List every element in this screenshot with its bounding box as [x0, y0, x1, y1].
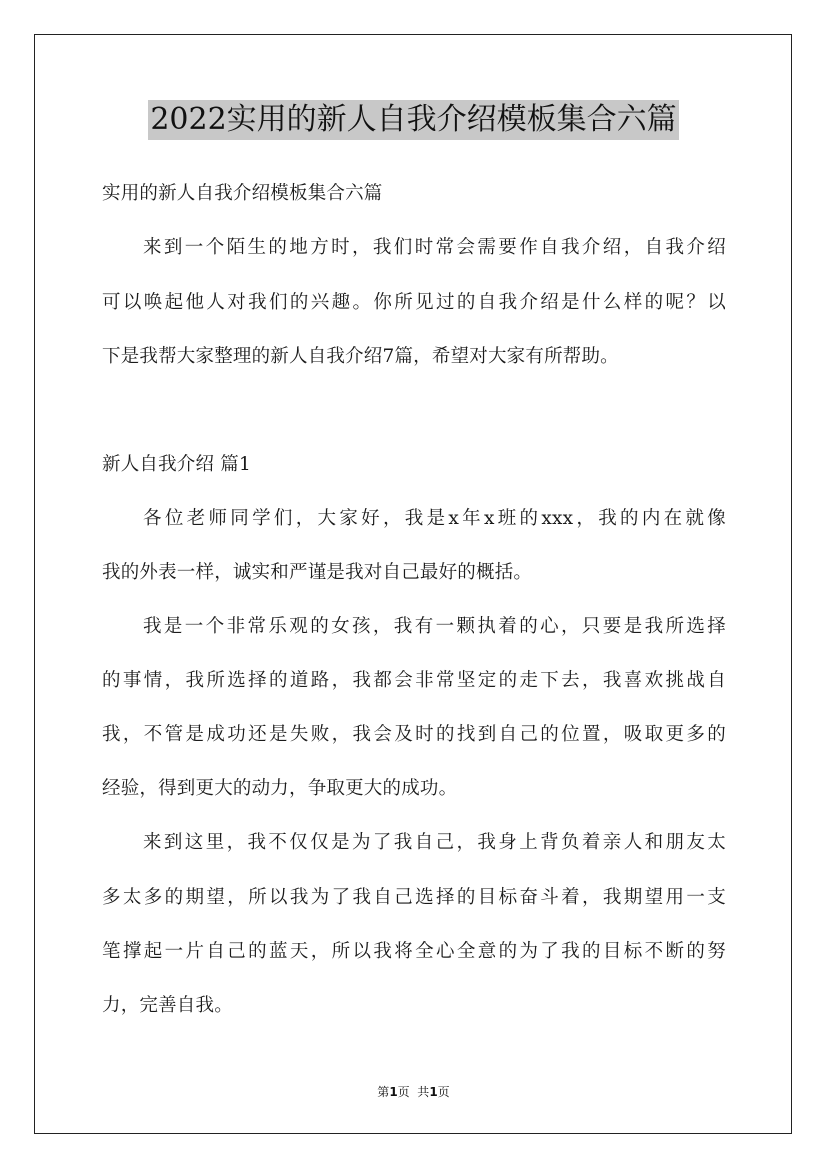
para1-line-1: 各位老师同学们，大家好，我是x年x班的xxx，我的内在就像 [143, 508, 726, 529]
document-title-wrap [0, 100, 827, 140]
intro-line-3: 下是我帮大家整理的新人自我介绍7篇，希望对大家有所帮助。 [102, 346, 619, 367]
para2-line-1: 我是一个非常乐观的女孩，我有一颗执着的心，只要是我所选择 [143, 616, 726, 637]
document-title: 2022实用的新人自我介绍模板集合六篇 [148, 100, 678, 140]
para3-line-1: 来到这里，我不仅仅是为了我自己，我身上背负着亲人和朋友太 [143, 832, 726, 853]
para2-line-3: 我，不管是成功还是失败，我会及时的找到自己的位置，吸取更多的 [102, 724, 726, 745]
footer-mid: 页 共 [397, 1085, 430, 1099]
para3-line-4: 力，完善自我。 [102, 995, 233, 1016]
footer-page-total: 1 [429, 1085, 438, 1099]
footer-suffix: 页 [437, 1085, 450, 1099]
intro-line-2: 可以唤起他人对我们的兴趣。你所见过的自我介绍是什么样的呢？以 [102, 292, 726, 313]
footer-prefix: 第 [377, 1085, 390, 1099]
intro-line-1: 来到一个陌生的地方时，我们时常会需要作自我介绍，自我介绍 [143, 237, 726, 258]
section-heading: 新人自我介绍 篇1 [102, 454, 251, 475]
para3-line-2: 多太多的期望，所以我为了我自己选择的目标奋斗着，我期望用一支 [102, 887, 726, 908]
footer-page-number: 1 [389, 1085, 398, 1099]
page-footer [0, 1083, 827, 1100]
document-subtitle: 实用的新人自我介绍模板集合六篇 [102, 183, 383, 204]
para1-line-2: 我的外表一样，诚实和严谨是我对自己最好的概括。 [102, 562, 533, 583]
para3-line-3: 笔撑起一片自己的蓝天，所以我将全心全意的为了我的目标不断的努 [102, 941, 726, 962]
para2-line-4: 经验，得到更大的动力，争取更大的成功。 [102, 778, 458, 799]
para2-line-2: 的事情，我所选择的道路，我都会非常坚定的走下去，我喜欢挑战自 [102, 670, 726, 691]
